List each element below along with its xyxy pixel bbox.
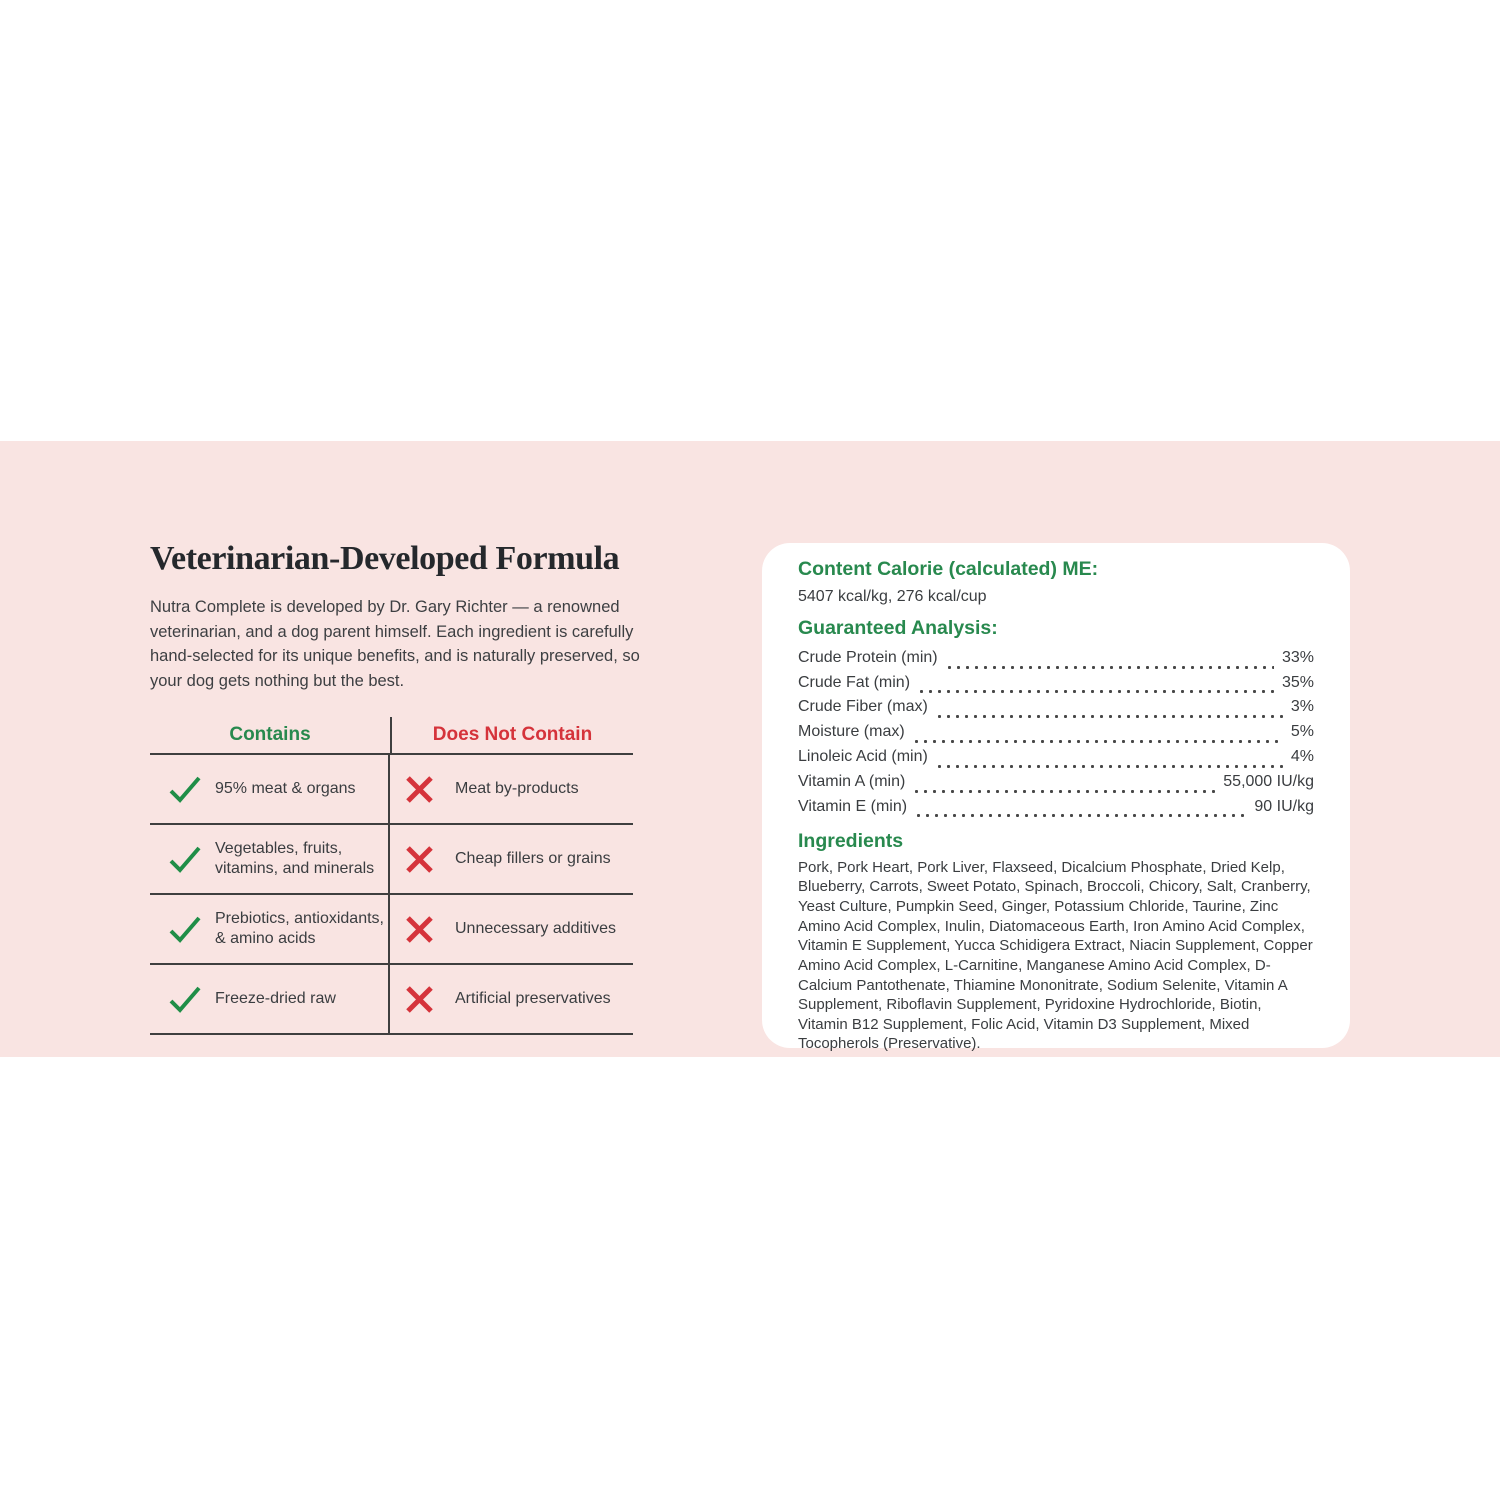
check-icon [168, 985, 202, 1014]
analysis-label: Vitamin A (min) [798, 772, 906, 790]
analysis-row [798, 698, 1314, 723]
not-contains-item-label: Artificial preservatives [455, 990, 611, 1008]
dotted-leader [917, 674, 1274, 699]
guaranteed-analysis-list [798, 649, 1314, 823]
analysis-value: 33% [1281, 648, 1314, 666]
ingredients-list: Pork, Pork Heart, Pork Liver, Flaxseed, Dicalcium Phosphate, Dried Kelp, Blueberry, Carrots, Sweet Potato, Spinach, Broccoli, Chicory, Salt, Cranberry, Yeast Culture, Pumpkin Seed, Ginger, Potassium Chloride, Taurine, Zinc Amino Acid Complex, Inulin, Diatomaceous Earth, Iron Amino Acid Complex, Vitamin E Supplement, Yucca Schidigera Extract, Niacin Supplement, Copper Amino Acid Complex, L-Carnitine, Manganese Amino Acid Complex, D-Calcium Pantothenate, Thiamine Mononitrate, Sodium Selenite, Vitamin A Supplement, Riboflavin Supplement, Pyridoxine Hydrochloride, Biotin, Vitamin B12 Supplement, Folic Acid, Vitamin D3 Supplement, Mixed Tocopherols (Preservative). [798, 858, 1313, 1053]
contains-item-label: Freeze-dried raw [215, 990, 336, 1008]
calorie-content-value: 5407 kcal/kg, 276 kcal/cup [798, 588, 987, 606]
analysis-value: 4% [1290, 747, 1314, 765]
analysis-label: Crude Fat (min) [798, 673, 911, 691]
analysis-label: Vitamin E (min) [798, 797, 908, 815]
nutrition-info-card [762, 543, 1350, 1053]
page-title: Veterinarian-Developed Formula [150, 540, 620, 577]
table-row [150, 965, 633, 1035]
analysis-value: 35% [1281, 673, 1314, 691]
table-row [150, 895, 633, 965]
not-contains-item-label: Meat by-products [455, 780, 579, 798]
analysis-row [798, 773, 1314, 798]
analysis-row [798, 723, 1314, 748]
does-not-contain-header: Does Not Contain [432, 724, 593, 746]
dotted-leader [935, 748, 1283, 773]
table-row [150, 825, 633, 895]
ingredients-heading: Ingredients [798, 830, 904, 853]
x-icon [404, 844, 435, 875]
contains-item-label: Prebiotics, antioxidants, & amino acids [215, 910, 384, 948]
analysis-value: 5% [1290, 723, 1314, 741]
dotted-leader [912, 723, 1283, 748]
contains-header: Contains [150, 717, 392, 753]
contains-item-label: Vegetables, fruits, vitamins, and minerals [215, 840, 375, 878]
analysis-row [798, 748, 1314, 773]
check-icon [168, 915, 202, 944]
dotted-leader [945, 649, 1274, 674]
formula-section [150, 540, 645, 1035]
analysis-label: Crude Fiber (max) [798, 698, 928, 716]
x-icon [404, 774, 435, 805]
analysis-label: Moisture (max) [798, 723, 905, 741]
not-contains-item-label: Cheap fillers or grains [455, 850, 611, 868]
analysis-row [798, 798, 1314, 823]
not-contains-item-label: Unnecessary additives [455, 920, 616, 938]
x-icon [404, 984, 435, 1015]
dotted-leader [912, 773, 1215, 798]
check-icon [168, 845, 202, 874]
analysis-value: 90 IU/kg [1254, 797, 1314, 815]
table-header-row [150, 717, 633, 755]
table-row [150, 755, 633, 825]
calorie-content-heading: Content Calorie (calculated) ME: [798, 558, 1099, 580]
contains-item-label: 95% meat & organs [215, 780, 356, 798]
analysis-value: 3% [1290, 698, 1314, 716]
guaranteed-analysis-heading: Guaranteed Analysis: [798, 617, 998, 640]
analysis-value: 55,000 IU/kg [1223, 772, 1314, 790]
contains-comparison-table [150, 717, 633, 1035]
analysis-label: Linoleic Acid (min) [798, 747, 928, 765]
dotted-leader [935, 698, 1283, 723]
analysis-row [798, 674, 1314, 699]
analysis-label: Crude Protein (min) [798, 648, 938, 666]
check-icon [168, 775, 202, 804]
formula-description: Nutra Complete is developed by Dr. Gary Richter — a renowned veterinarian, and a dog parent himself. Each ingredient is carefully hand-selected for its unique benefits, and is naturally preserved, so your dog gets nothing but the best. [150, 598, 640, 690]
x-icon [404, 914, 435, 945]
analysis-row [798, 649, 1314, 674]
dotted-leader [914, 798, 1246, 823]
